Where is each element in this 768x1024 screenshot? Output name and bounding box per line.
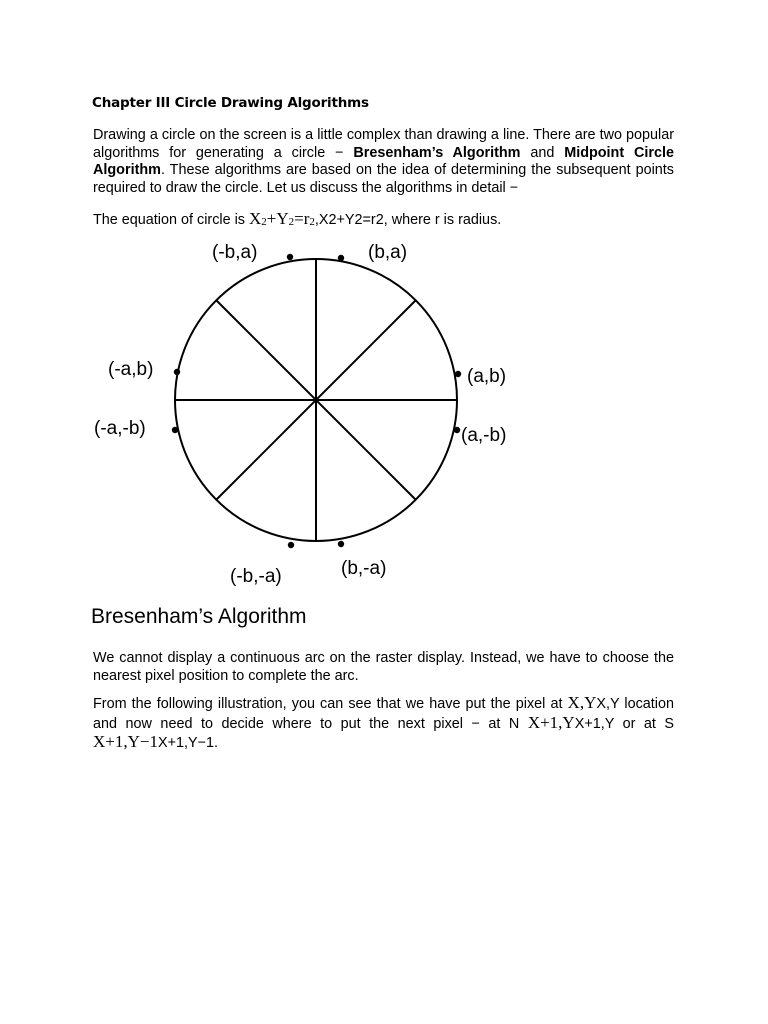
pixel-text-4: X+1,Y−1.	[157, 735, 218, 751]
point-dot-ear	[455, 371, 461, 377]
eq-r-exp: 2	[309, 216, 315, 228]
label-b-neg-a: (b,-a)	[341, 558, 387, 579]
label-a-b: (a,b)	[467, 366, 507, 387]
point-dot-sbl	[288, 542, 294, 548]
eq-x: X	[248, 209, 262, 228]
equation-math	[249, 209, 315, 228]
pixel-text-3: X+1,Y or at S	[574, 715, 674, 732]
section-heading: Bresenham’s Algorithm	[91, 605, 307, 628]
point-dot-ebr	[454, 427, 460, 433]
equation-paragraph	[93, 210, 674, 232]
pixel-math-n: X+1,Y	[527, 712, 575, 732]
label-neg-a-neg-b: (-a,-b)	[94, 418, 146, 439]
midpoint-term: Midpoint Circle Algorithm	[93, 144, 674, 178]
raster-paragraph: We cannot display a continuous arc on the raster display. Instead, we have to choose the nearest pixel position to complete the arc.	[93, 650, 674, 684]
point-dot-nbr	[338, 255, 344, 261]
eq-plus-y: +Y	[266, 209, 289, 228]
bresenham-term: Bresenham’s Algorithm	[353, 144, 521, 161]
equation-prefix: The equation of circle is	[93, 212, 249, 228]
label-a-neg-b: (a,-b)	[461, 425, 507, 446]
point-dot-wbl	[172, 427, 178, 433]
equation-suffix: ,X2+Y2=r2, where r is radius.	[314, 212, 502, 228]
label-neg-b-a: (-b,a)	[212, 242, 258, 263]
intro-text-1: Drawing a circle on the screen is a little complex than drawing a line. There are two popular algorithms for generating a circle −	[93, 127, 674, 161]
label-neg-b-neg-a: (-b,-a)	[230, 566, 282, 587]
point-dot-sbr	[338, 541, 344, 547]
point-dot-nbl	[287, 254, 293, 260]
eq-y-exp: 2	[288, 216, 295, 228]
intro-text-2: and	[520, 144, 565, 161]
pixel-text-2: X,Y location and now need to decide where to put the next pixel − at N	[93, 696, 674, 732]
pixel-text-1: From the following illustration, you can see that we have put the pixel at	[93, 696, 568, 712]
intro-paragraph	[93, 127, 674, 197]
label-neg-a-b: (-a,b)	[108, 359, 154, 380]
circle-octant-diagram	[0, 230, 768, 600]
pixel-math-xy: X,Y	[567, 693, 597, 712]
eq-r: =r	[294, 209, 310, 228]
chapter-title: Chapter III Circle Drawing Algorithms	[92, 95, 369, 111]
label-b-a: (b,a)	[368, 242, 408, 263]
pixel-paragraph	[93, 694, 674, 753]
intro-text-3: . These algorithms are based on the idea of determining the subsequent points required to draw the circle. Let us discuss the algorithms in detail −	[93, 162, 674, 196]
pixel-math-s: X+1,Y−1	[93, 732, 158, 751]
eq-x-exp: 2	[261, 216, 267, 228]
point-dot-wal	[174, 369, 180, 375]
